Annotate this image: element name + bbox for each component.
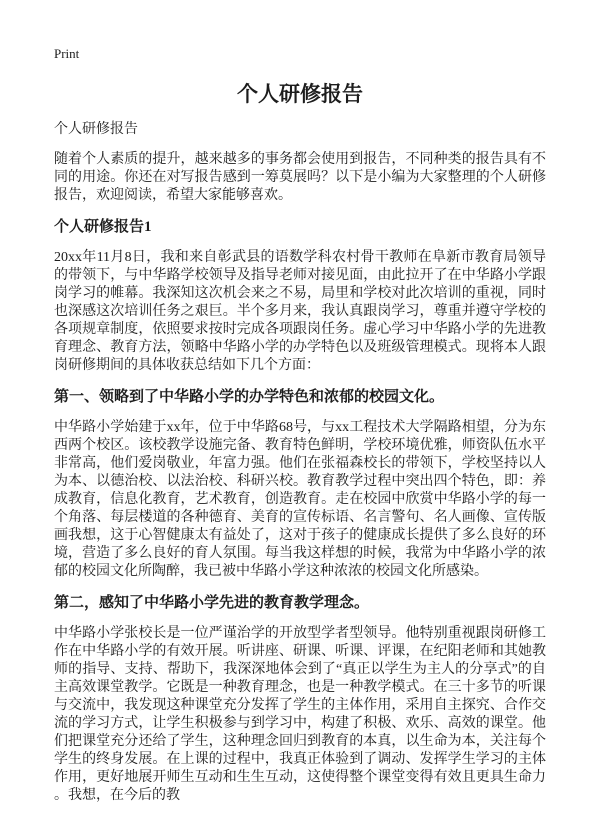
document-title: 个人研修报告 bbox=[237, 82, 363, 106]
section-heading-first-point: 第一、领略到了中华路小学的办学特色和浓郁的校园文化。 bbox=[54, 389, 445, 405]
intro-paragraph: 随着个人素质的提升，越来越多的事务都会使用到报告，不同种类的报告具有不同的用途。你还在对写报告感到一筹莫展吗？以下是小编为大家整理的个人研修报告，欢迎阅读，希望大家能够喜欢。 bbox=[54, 152, 546, 203]
document-subtitle: 个人研修报告 bbox=[54, 122, 138, 137]
section-paragraph-second-point: 中华路小学张校长是一位严谨治学的开放型学者型领导。他特别重视跟岗研修工作在中华路小学的有效开展。听讲座、研课、听课、评课，在纪阳老师和其她教师的指导、支持、帮助下，我深深地体会到了“真正以学生为主人的分享式”的自主高效课堂教学。它既是一种教育理念，也是一种教学模式。在三十多节的听课与交流中，我发现这种课堂充分发挥了学生的主体作用，采用自主探究、合作交流的学习方式，让学生积极参与到学习中，构建了积极、欢乐、高效的课堂。他们把课堂充分还给了学生，这种理念回归到教育的本真，以生命为本，关注每个学生的终身发展。在上课的过程中，我真正体验到了调动、发挥学生学习的主体作用，更好地展开师生互动和生生互动，这使得整个课堂变得有效且更具生命力。我想，在今后的教 bbox=[54, 626, 546, 803]
section-heading-second-point: 第二，感知了中华路小学先进的教育教学理念。 bbox=[54, 595, 370, 611]
section-paragraph-report-1: 20xx年11月8日，我和来自彰武县的语数学科农村骨干教师在阜新市教育局领导的带领下，与中华路学校领导及指导老师对接见面，由此拉开了在中华路小学跟岗学习的帷幕。我深知这次机会来之不易，局里和学校对此次培训的重视，同时也深感这次培训任务之艰巨。半个多月来，我认真跟岗学习，尊重并遵守学校的各项规章制度，依照要求按时完成各项跟岗任务。虚心学习中华路小学的先进教育理念、教育方法，领略中华路小学的办学特色以及班级管理模式。现将本人跟岗研修期间的具体收获总结如下几个方面： bbox=[54, 250, 546, 373]
print-link[interactable]: Print bbox=[54, 46, 80, 61]
section-heading-report-1: 个人研修报告1 bbox=[54, 219, 152, 235]
section-paragraph-first-point: 中华路小学始建于xx年，位于中华路68号，与xx工程技术大学隔路相望，分为东西两个校区。该校教学设施完备、教育特色鲜明，学校环境优雅，师资队伍水平非常高，他们爱岗敬业，年富力强。他们在张福森校长的带领下，学校坚持以人为本、以德治校、以法治校、科研兴校。教育教学过程中突出四个特色，即：养成教育，信息化教育，艺术教育，创造教育。走在校园中欣赏中华路小学的每一个角落、每层楼道的各种德育、美育的宣传标语、名言警句、名人画像、宣传版画我想，这于心智健康太有益处了，这对于孩子的健康成长提供了多么良好的环境，营造了多么良好的育人氛围。每当我这样想的时候，我常为中华路小学的浓郁的校园文化所陶醉，我已被中华路小学这种浓浓的校园文化所感染。 bbox=[54, 420, 546, 579]
